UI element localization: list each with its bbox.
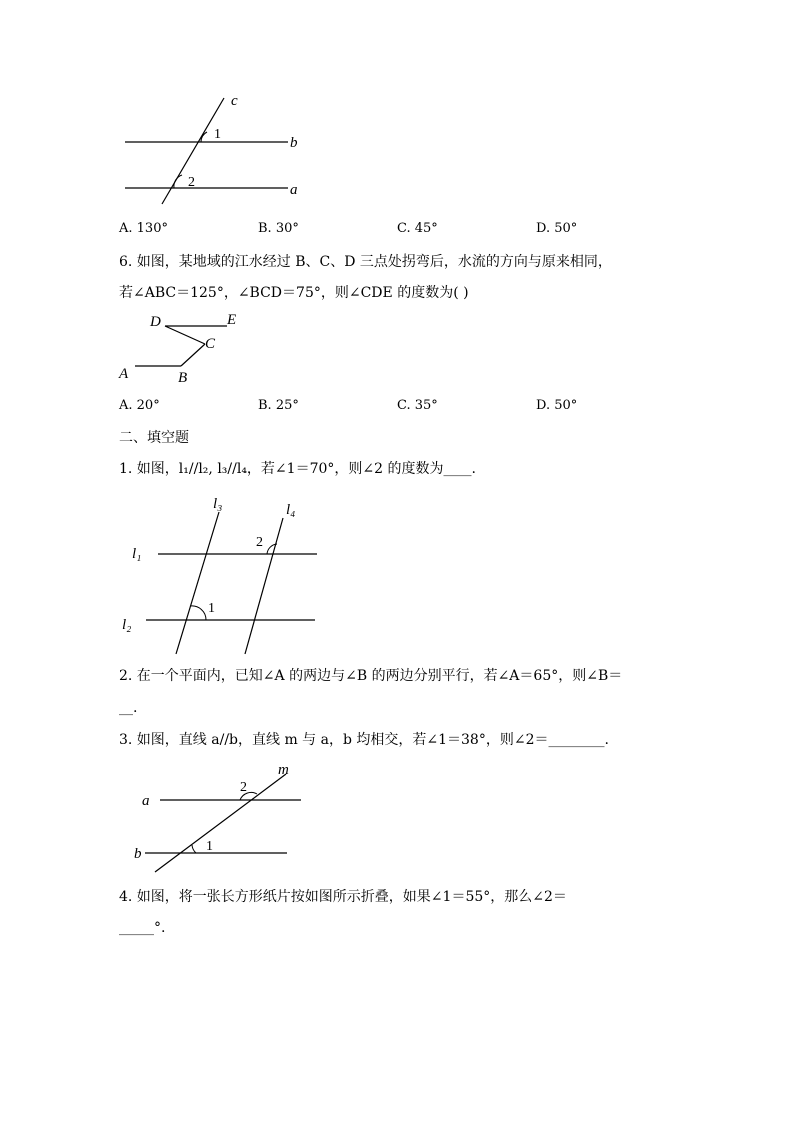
fill-question-4-line-2: _____°.	[119, 920, 166, 936]
q6-option-b: B. 25°	[258, 398, 299, 413]
fill-question-3: 3. 如图，直线 a//b，直线 m 与 a，b 均相交，若∠1＝38°，则∠2＝________.	[119, 732, 609, 748]
label-b: b	[290, 135, 298, 151]
point-e-label: E	[227, 312, 237, 328]
line-l1-label: l₁	[132, 546, 142, 562]
question-6-line-1: 6. 如图，某地域的江水经过 B、C、D 三点处拐弯后，水流的方向与原来相同，	[119, 254, 612, 270]
q6-option-c: C. 35°	[397, 398, 438, 413]
line-l2-label: l₂	[122, 617, 132, 633]
angle-1-label: 1	[214, 127, 221, 142]
point-b-label: B	[178, 370, 188, 386]
q5-option-c: C. 45°	[397, 221, 438, 236]
line-a-label: a	[142, 793, 150, 809]
transversal-figure-q3	[130, 760, 310, 880]
section-2-title: 二、填空题	[119, 430, 189, 446]
angle-1-label: 1	[206, 839, 213, 854]
q5-option-d: D. 50°	[536, 221, 578, 236]
angle-2-label: 2	[256, 535, 263, 550]
line-l3-label: l₃	[213, 496, 223, 512]
angle-1-label: 1	[208, 601, 215, 616]
q5-option-b: B. 30°	[258, 221, 299, 236]
point-a-label: A	[119, 366, 129, 382]
parallel-lines-figure-q5	[110, 88, 330, 213]
label-a: a	[290, 182, 298, 198]
angle-2-label: 2	[240, 780, 247, 795]
line-l4-label: l₄	[286, 502, 296, 518]
fill-question-1: 1. 如图，l₁//l₂, l₃//l₄，若∠1＝70°，则∠2 的度数为____.	[119, 461, 476, 477]
q6-option-d: D. 50°	[536, 398, 578, 413]
line-m-label: m	[278, 762, 289, 778]
angle-2-label: 2	[188, 175, 195, 190]
label-c: c	[231, 93, 238, 109]
two-parallel-pairs-figure	[118, 492, 328, 662]
point-d-label: D	[150, 314, 161, 330]
river-bend-figure-q6	[115, 308, 265, 388]
fill-question-2-line-1: 2. 在一个平面内，已知∠A 的两边与∠B 的两边分别平行，若∠A＝65°，则∠B＝	[119, 668, 623, 684]
fill-question-2-line-2: __.	[119, 700, 138, 716]
point-c-label: C	[205, 336, 216, 352]
q5-option-a: A. 130°	[119, 221, 168, 236]
line-b-label: b	[134, 846, 142, 862]
question-6-line-2: 若∠ABC＝125°，∠BCD＝75°，则∠CDE 的度数为( )	[119, 285, 469, 301]
q6-option-a: A. 20°	[119, 398, 160, 413]
fill-question-4-line-1: 4. 如图，将一张长方形纸片按如图所示折叠，如果∠1＝55°，那么∠2＝	[119, 889, 567, 905]
